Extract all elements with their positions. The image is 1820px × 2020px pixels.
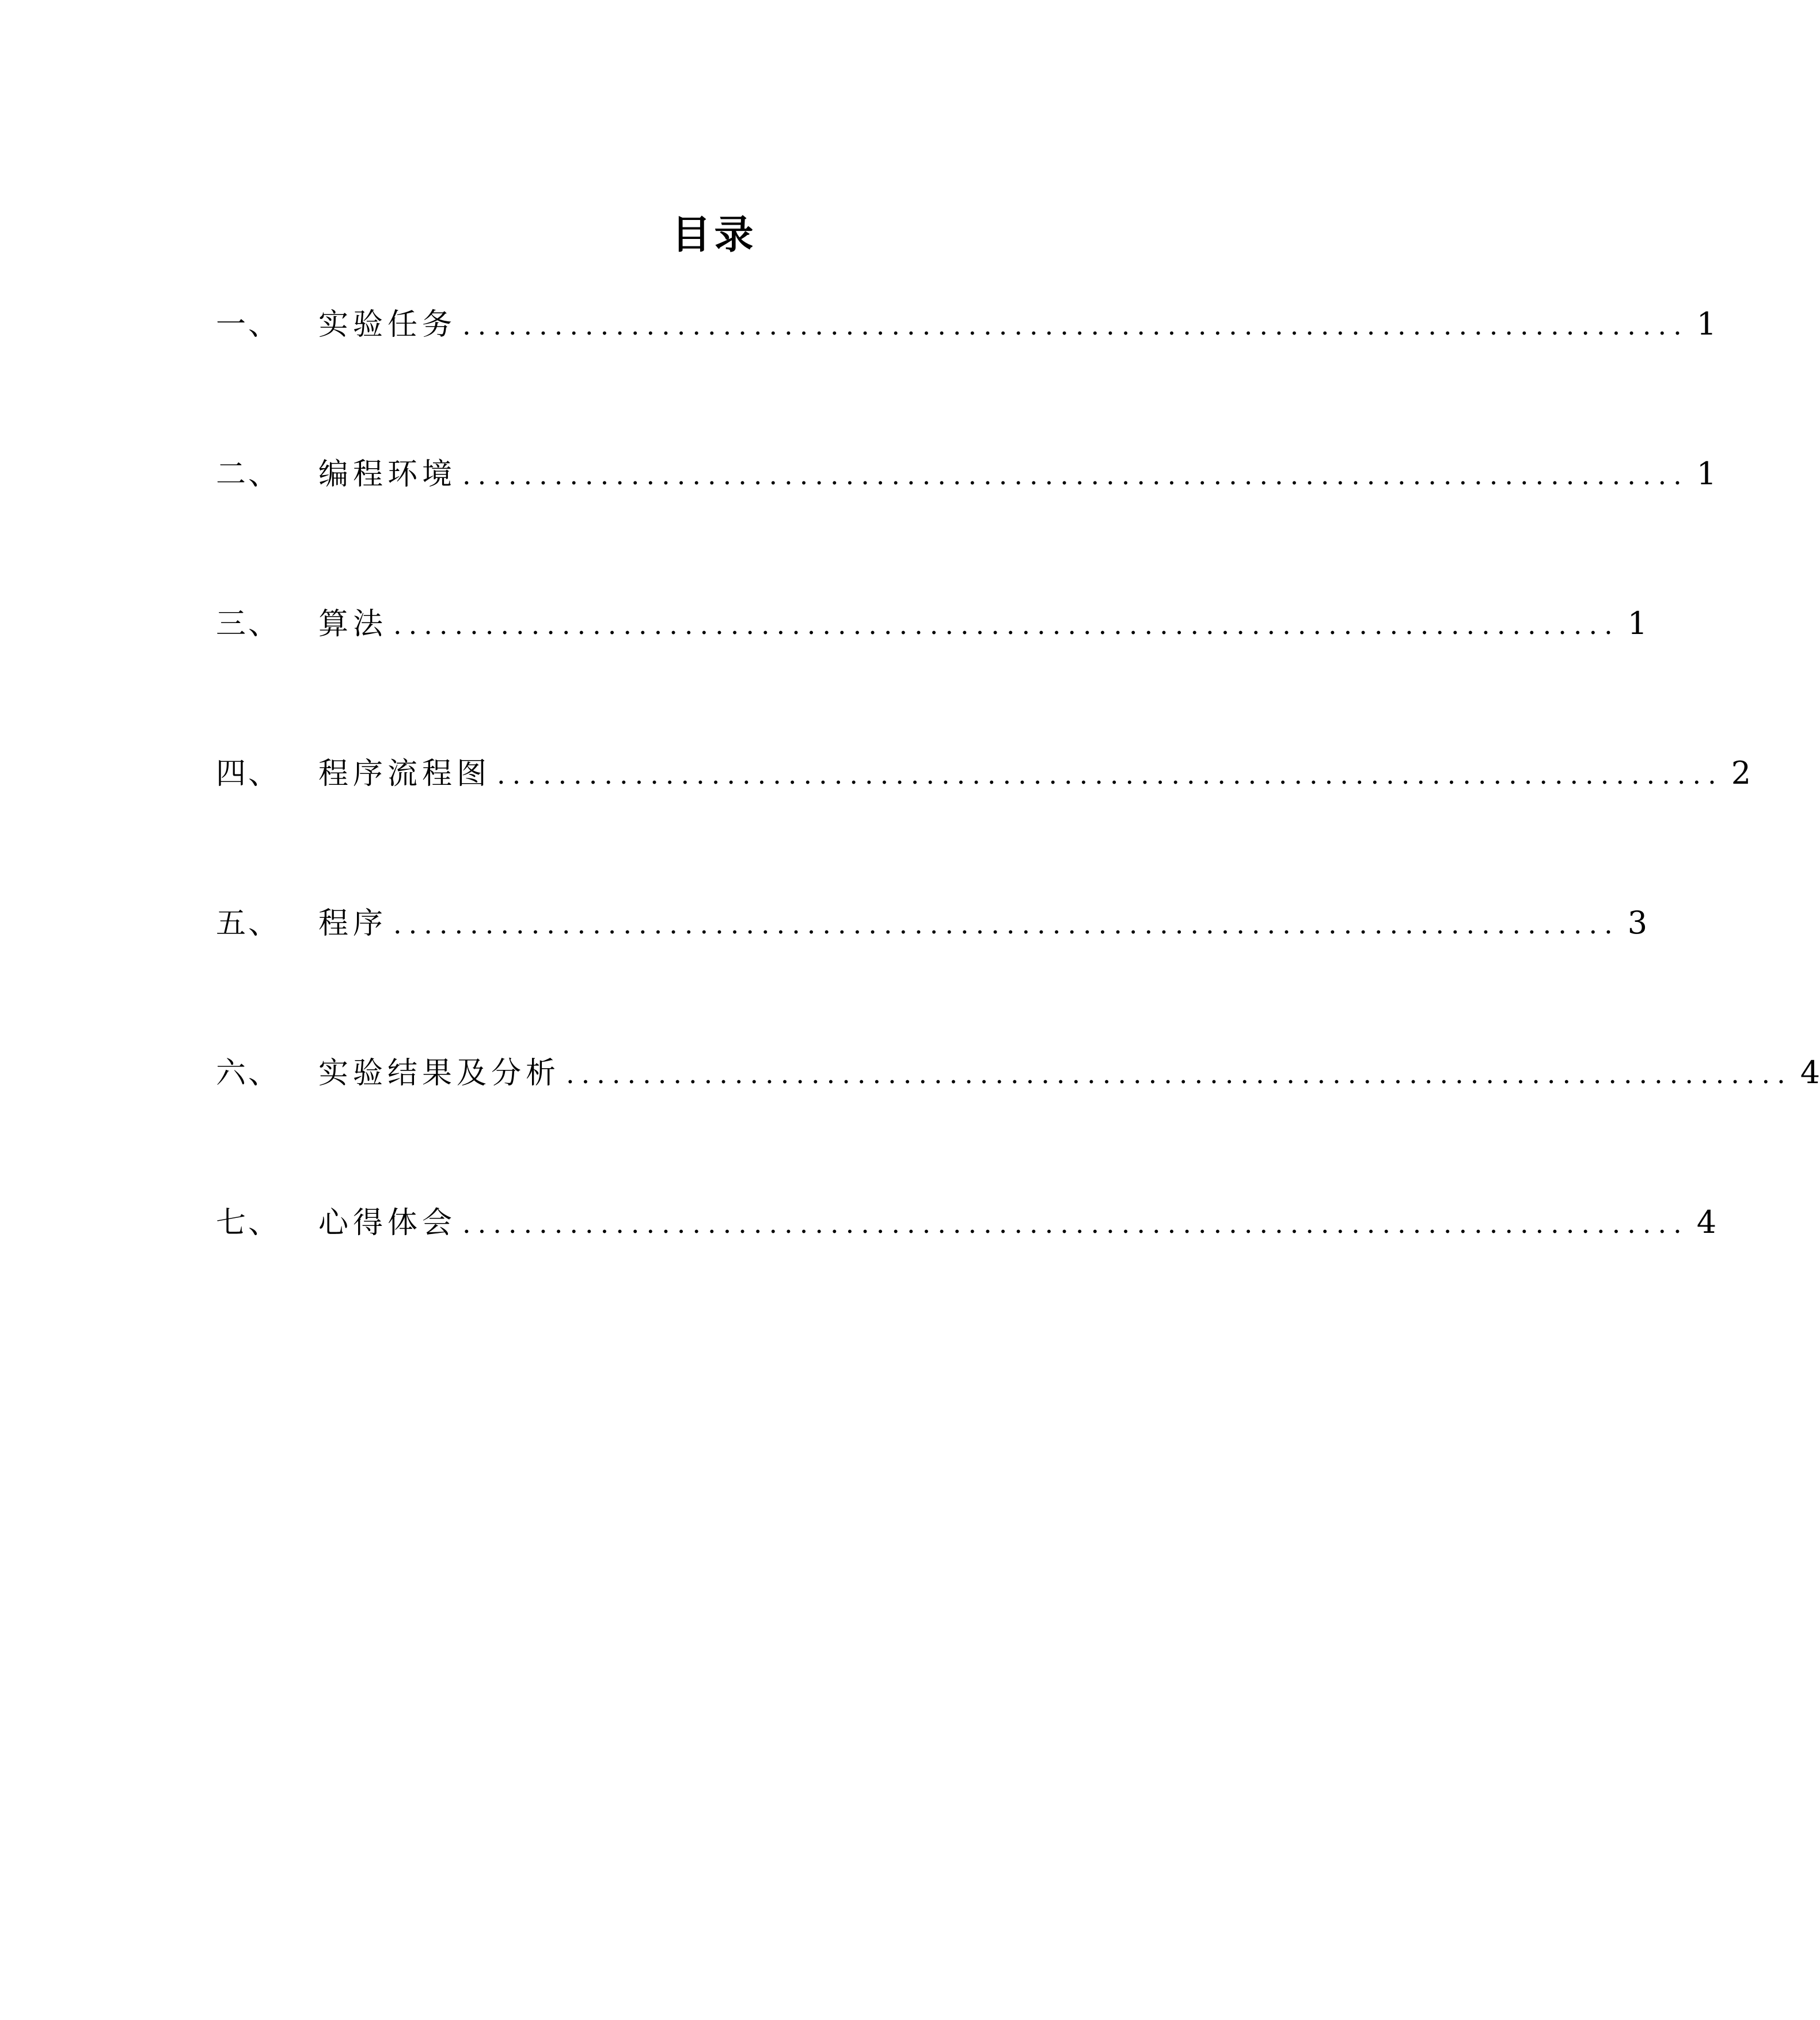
toc-entry-number: 六、 (216, 1056, 281, 1091)
toc-entry[interactable] (216, 448, 1717, 598)
toc-entry[interactable] (216, 598, 1648, 747)
toc-entry[interactable] (216, 1197, 1717, 1346)
toc-entry-page: 2 (1731, 755, 1751, 791)
toc-dot-leader: ................................................................................ (462, 460, 1689, 491)
toc-entry-label: 实验结果及分析 (318, 1056, 561, 1091)
toc-entry-number: 五、 (216, 906, 281, 941)
toc-entry-page: 3 (1627, 905, 1648, 941)
toc-entry-label: 心得体会 (318, 1206, 457, 1240)
toc-dot-leader: ................................................................................ (462, 1208, 1689, 1239)
toc-entry-page: 4 (1696, 1204, 1717, 1240)
toc-entry-number: 二、 (216, 457, 281, 492)
toc-dot-leader: ................................................................................ (462, 310, 1689, 341)
toc-entry-number: 三、 (216, 607, 281, 641)
toc-entry-label: 程序 (318, 906, 388, 941)
toc-entry-number: 一、 (216, 307, 281, 342)
toc-entry-page: 1 (1696, 306, 1717, 342)
toc-entry[interactable] (216, 747, 1751, 897)
toc-dot-leader: ................................................................................ (497, 759, 1723, 790)
toc-entry-page: 1 (1627, 605, 1648, 641)
toc-list (216, 298, 1820, 1346)
toc-entry-page: 4 (1800, 1054, 1820, 1091)
toc-dot-leader: ................................................................................ (393, 909, 1620, 940)
toc-entry-label: 程序流程图 (318, 757, 492, 791)
toc-title: 目录 (671, 212, 757, 258)
toc-entry-page: 1 (1696, 455, 1717, 492)
toc-entry[interactable] (216, 897, 1648, 1047)
toc-entry[interactable] (216, 1047, 1820, 1197)
toc-entry[interactable] (216, 298, 1717, 448)
toc-entry-number: 七、 (216, 1206, 281, 1240)
toc-entry-label: 算法 (318, 607, 388, 641)
toc-dot-leader: ................................................................................ (393, 609, 1620, 640)
toc-entry-label: 编程环境 (318, 457, 457, 492)
toc-entry-label: 实验任务 (318, 307, 457, 342)
toc-dot-leader: ................................................................................ (566, 1058, 1792, 1089)
toc-entry-number: 四、 (216, 757, 281, 791)
